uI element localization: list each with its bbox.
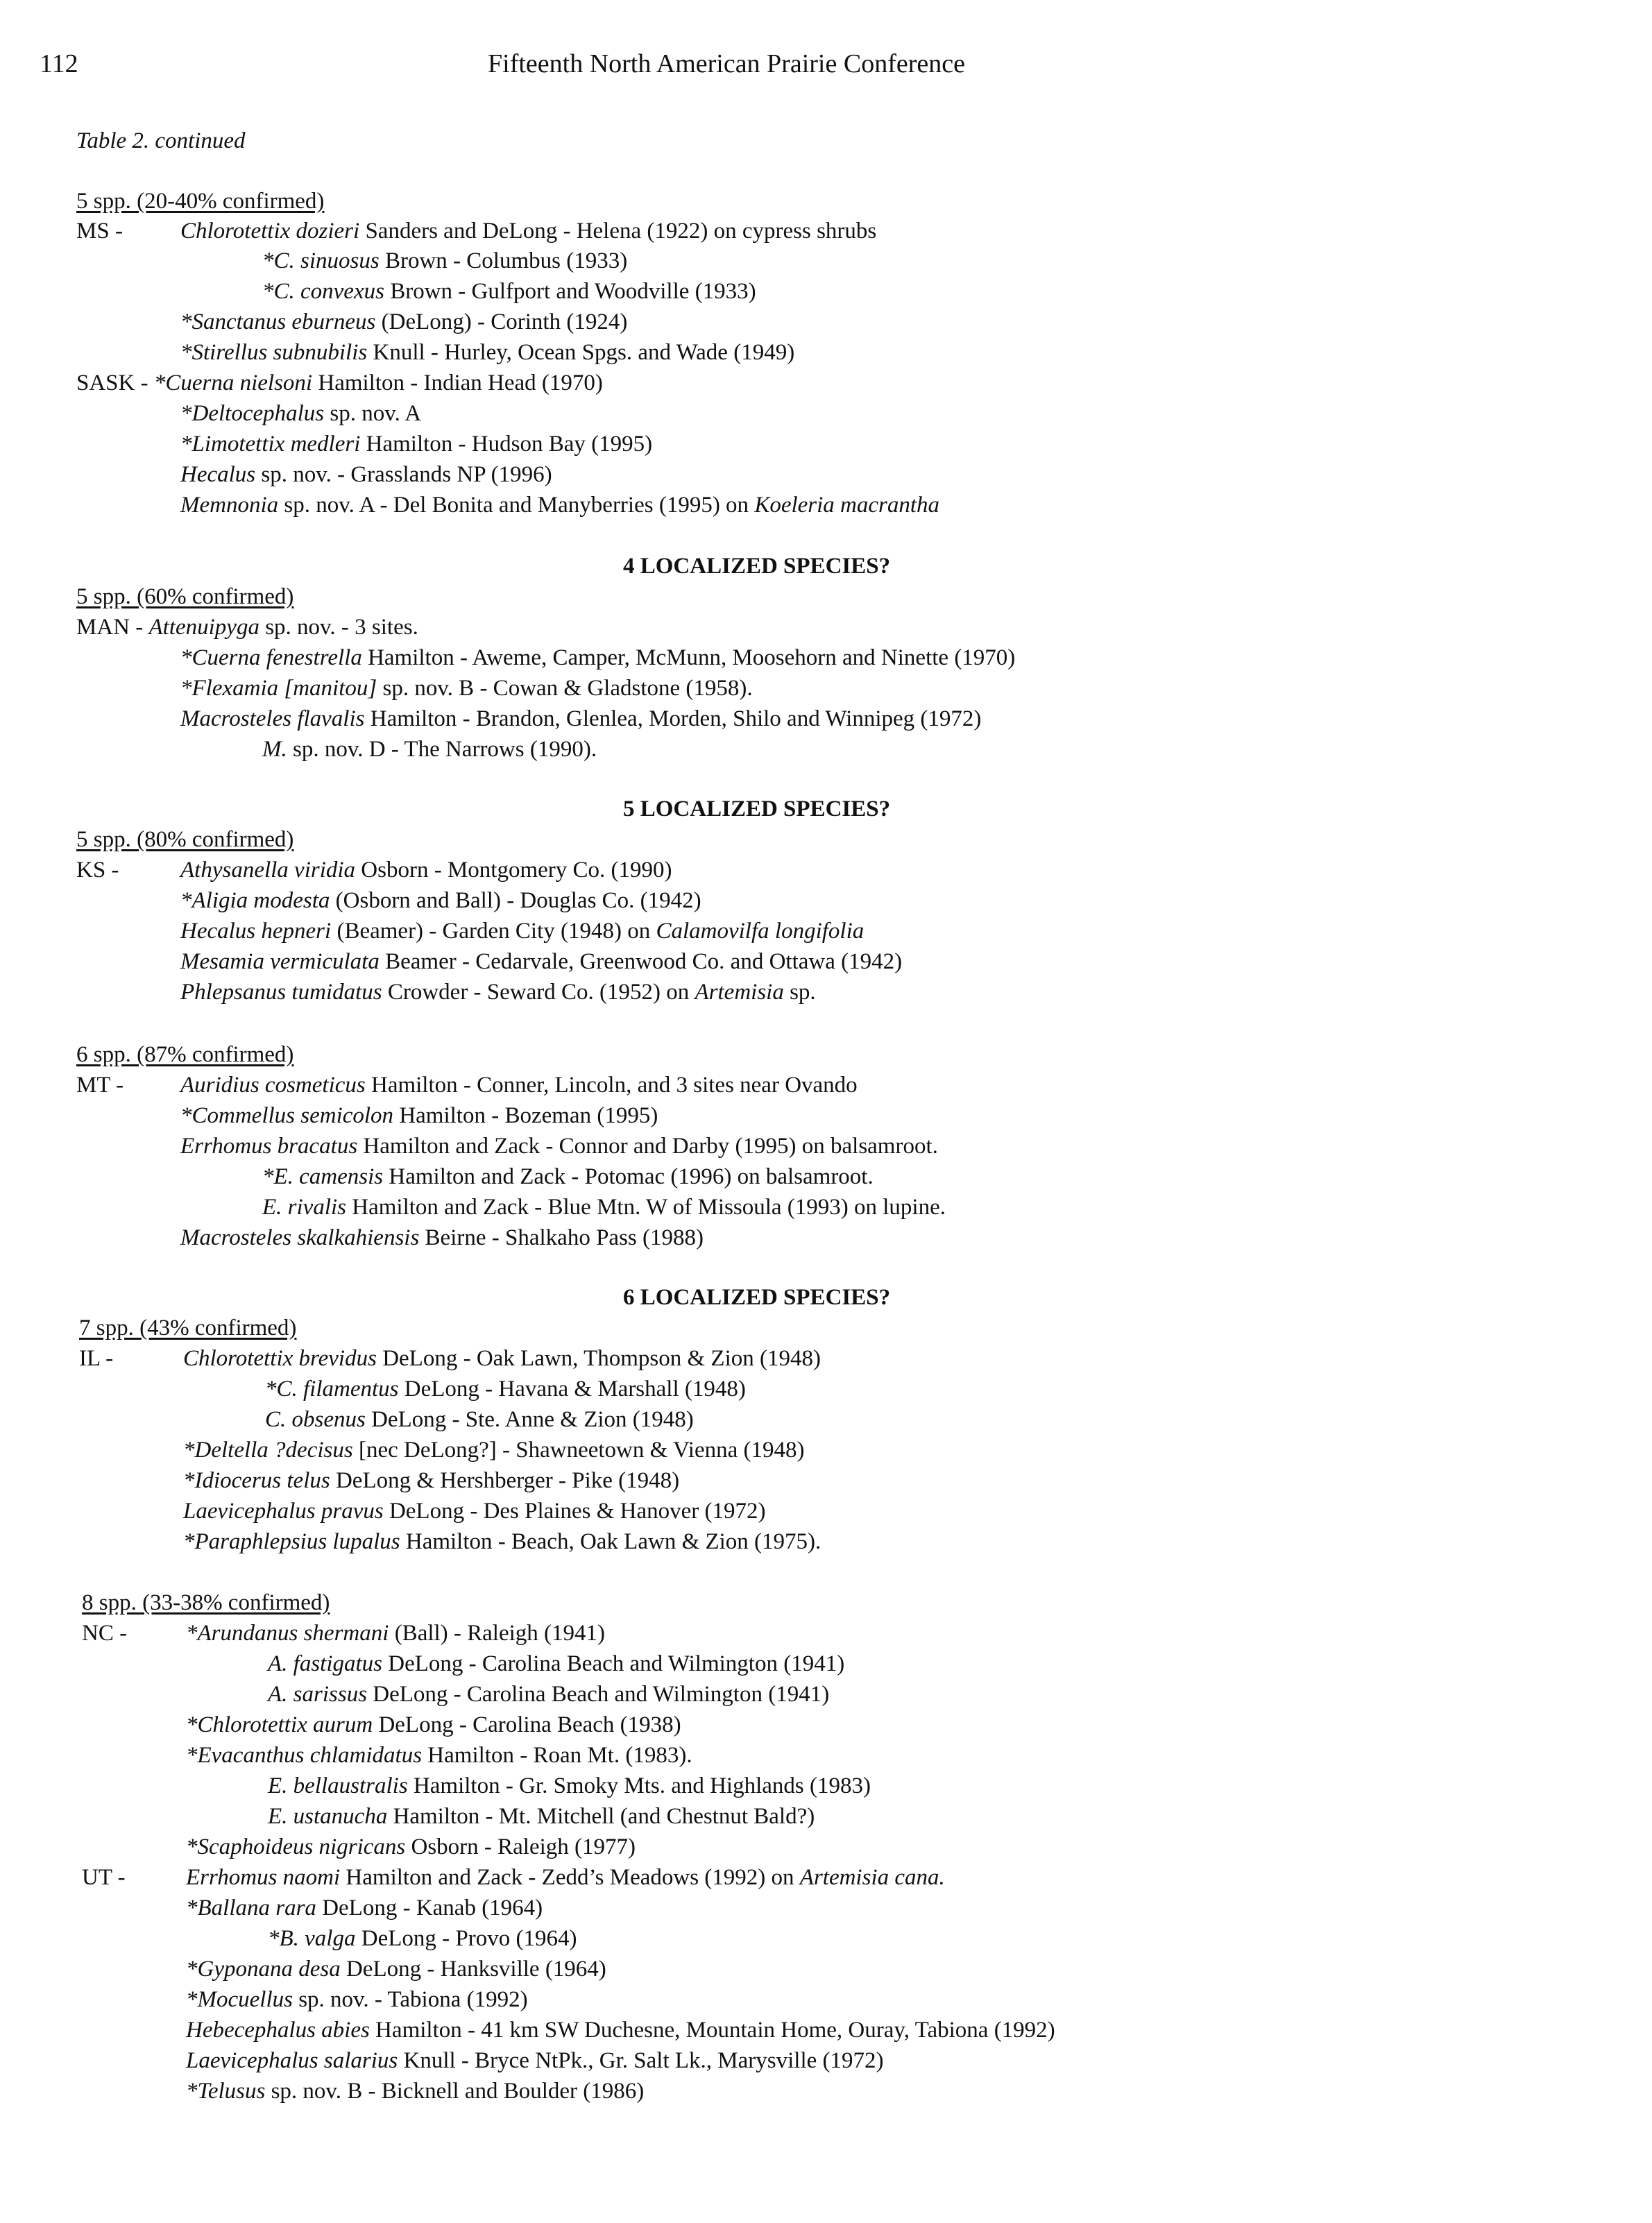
species-row: Hecalus hepneri (Beamer) - Garden City (1948) on Calamovilfa longifolia [180,919,865,944]
species-row: Hebecephalus abies Hamilton - 41 km SW Duchesne, Mountain Home, Ouray, Tabiona (1992) [186,2018,1055,2043]
species-row: *Deltella ?decisus [nec DeLong?] - Shawneetown & Vienna (1948) [183,1438,805,1463]
species-row: M. sp. nov. D - The Narrows (1990). [262,737,597,762]
species-row: *Sanctanus eburneus (DeLong) - Corinth (1924) [180,309,628,334]
species-row: *Chlorotettix aurum DeLong - Carolina Beach (1938) [186,1712,681,1737]
species-row: *Idiocerus telus DeLong & Hershberger - Pike (1948) [183,1468,680,1493]
species-row: E. ustanucha Hamilton - Mt. Mitchell (and Chestnut Bald?) [268,1804,815,1829]
table-caption: Table 2. continued [76,128,246,153]
species-row: *B. valga DeLong - Provo (1964) [268,1926,577,1951]
species-row: *Flexamia [manitou] sp. nov. B - Cowan & Gladstone (1958). [180,676,753,701]
species-row: Errhomus naomi Hamilton and Zack - Zedd’s Meadows (1992) on Artemisia cana. [186,1865,945,1890]
species-row: Errhomus bracatus Hamilton and Zack - Connor and Darby (1995) on balsamroot. [180,1134,938,1159]
species-row: Macrosteles skalkahiensis Beirne - Shalkaho Pass (1988) [180,1225,704,1250]
species-row: *Cuerna fenestrella Hamilton - Aweme, Camper, McMunn, Moosehorn and Ninette (1970) [180,645,1016,670]
state-code: UT - [82,1865,126,1890]
state-code: IL - [79,1346,114,1371]
group-heading: 6 spp. (87% confirmed) [76,1042,294,1067]
state-code: MS - [76,219,123,244]
species-row: *Paraphlepsius lupalus Hamilton - Beach, Oak Lawn & Zion (1975). [183,1529,821,1554]
species-row: Memnonia sp. nov. A - Del Bonita and Manyberries (1995) on Koeleria macrantha [180,493,940,518]
section-title: 4 LOCALIZED SPECIES? [623,554,891,579]
species-row: E. rivalis Hamilton and Zack - Blue Mtn. W of Missoula (1993) on lupine. [262,1195,946,1220]
section-title: 6 LOCALIZED SPECIES? [623,1285,891,1310]
species-row: Hecalus sp. nov. - Grasslands NP (1996) [180,462,552,487]
species-row: *Stirellus subnubilis Knull - Hurley, Ocean Spgs. and Wade (1949) [180,340,795,365]
state-code: MT - [76,1073,124,1098]
species-row: E. bellaustralis Hamilton - Gr. Smoky Mts. and Highlands (1983) [268,1773,871,1798]
species-row: Mesamia vermiculata Beamer - Cedarvale, Greenwood Co. and Ottawa (1942) [180,949,903,974]
species-row: *C. filamentus DeLong - Havana & Marshall (1948) [265,1377,746,1402]
state-code: MAN - [76,615,149,640]
species-row: *Telusus sp. nov. B - Bicknell and Boulder (1986) [186,2079,645,2104]
species-row: *Limotettix medleri Hamilton - Hudson Bay (1995) [180,432,653,457]
species-row: *Arundanus shermani (Ball) - Raleigh (1941) [186,1621,606,1646]
group-heading: 8 spp. (33-38% confirmed) [82,1590,330,1615]
species-row: Chlorotettix dozieri Sanders and DeLong - Helena (1922) on cypress shrubs [180,219,877,244]
species-row: Laevicephalus pravus DeLong - Des Plaines & Hanover (1972) [183,1499,766,1524]
page-number: 112 [40,49,78,78]
species-row: *Evacanthus chlamidatus Hamilton - Roan Mt. (1983). [186,1743,692,1768]
running-title: Fifteenth North American Prairie Conference [488,49,965,78]
state-code: NC - [82,1621,128,1646]
state-code: KS - [76,858,119,883]
species-row: Laevicephalus salarius Knull - Bryce NtPk., Gr. Salt Lk., Marysville (1972) [186,2048,884,2073]
species-row: A. sarissus DeLong - Carolina Beach and Wilmington (1941) [268,1682,830,1707]
species-row: Macrosteles flavalis Hamilton - Brandon, Glenlea, Morden, Shilo and Winnipeg (1972) [180,706,982,731]
species-row: *C. sinuosus Brown - Columbus (1933) [262,248,628,273]
species-row: *Commellus semicolon Hamilton - Bozeman (1995) [180,1103,658,1128]
species-row: SASK - *Cuerna nielsoni Hamilton - Indian Head (1970) [76,370,603,395]
group-heading: 5 spp. (60% confirmed) [76,584,294,609]
species-row: MAN - Attenuipyga sp. nov. - 3 sites. [76,615,418,640]
species-row: C. obsenus DeLong - Ste. Anne & Zion (1948) [265,1407,694,1432]
group-heading: 7 spp. (43% confirmed) [79,1315,297,1340]
species-row: Athysanella viridia Osborn - Montgomery Co. (1990) [180,858,672,883]
species-row: *Mocuellus sp. nov. - Tabiona (1992) [186,1987,528,2012]
species-row: Chlorotettix brevidus DeLong - Oak Lawn, Thompson & Zion (1948) [183,1346,821,1371]
species-row: *Deltocephalus sp. nov. A [180,401,422,426]
species-row: *Ballana rara DeLong - Kanab (1964) [186,1896,543,1920]
species-row: *Aligia modesta (Osborn and Ball) - Douglas Co. (1942) [180,888,701,913]
species-row: A. fastigatus DeLong - Carolina Beach and Wilmington (1941) [268,1651,845,1676]
species-row: Phlepsanus tumidatus Crowder - Seward Co. (1952) on Artemisia sp. [180,980,816,1005]
group-heading: 5 spp. (20-40% confirmed) [76,189,325,214]
species-row: Auridius cosmeticus Hamilton - Conner, Lincoln, and 3 sites near Ovando [180,1073,858,1098]
state-code: SASK - [76,370,154,395]
species-row: *C. convexus Brown - Gulfport and Woodville (1933) [262,279,756,304]
species-row: *Scaphoideus nigricans Osborn - Raleigh (1977) [186,1834,636,1859]
species-row: *Gyponana desa DeLong - Hanksville (1964) [186,1957,606,1982]
section-title: 5 LOCALIZED SPECIES? [623,797,891,821]
group-heading: 5 spp. (80% confirmed) [76,827,294,852]
species-row: *E. camensis Hamilton and Zack - Potomac (1996) on balsamroot. [262,1164,874,1189]
